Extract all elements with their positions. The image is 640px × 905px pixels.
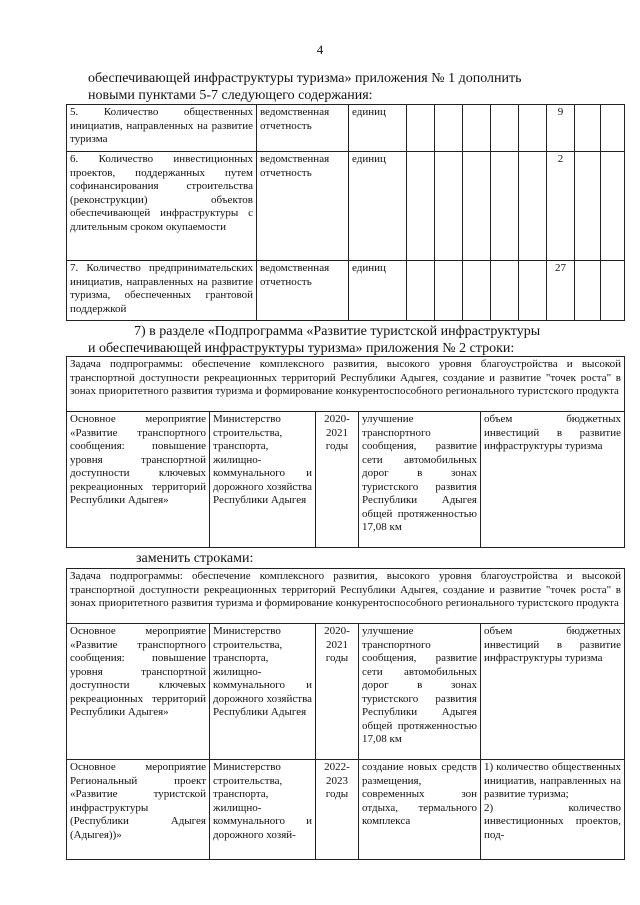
section-7-line-1: 7) в разделе «Подпрограмма «Развитие туристской инфраструктуры [134,324,541,339]
table-row [67,357,625,412]
event-cell: Основное мероприятие «Развитие транспортного сообщения: повышение уровня транспортной доступности ключевых рекреационных территорий Республики Адыгея» [67,624,210,760]
old-rows-table [66,356,625,548]
table-row [67,760,625,860]
indicator-unit: единиц [349,152,407,261]
indicator-value: 9 [547,105,575,152]
indicator-value: 2 [547,152,575,261]
new-rows-table [66,568,625,860]
table-row [67,412,625,548]
page-number: 4 [316,42,324,57]
indicator-unit: единиц [349,105,407,152]
intro-line-1: обеспечивающей инфраструктуры туризма» приложения № 1 дополнить [88,71,522,86]
indicator-cell: объем бюджетных инвестиций в развитие инфраструктуры туризма [481,624,625,760]
indicator-source: ведомственная отчетность [257,105,349,152]
replace-label: заменить строками: [136,551,254,566]
table-row [67,152,625,261]
ministry-cell: Министерство строительства, транспорта, жилищно-коммунального и дорожного хозяй- [210,760,316,860]
indicator-name: 5. Количество общественных инициатив, направленных на развитие туризма [67,105,257,152]
task-cell: Задача подпрограммы: обеспечение комплексного развития, высокого уровня благоустройства и высокой транспортной доступности рекреационных территорий Республики Адыгея, создание и развитие "точек роста" в зонах приоритетного развития туризма и формирование конкурентоспособного регионального туристского продукта [67,357,625,412]
section-7-line-2: и обеспечивающей инфраструктуры туризма» приложения № 2 строки: [88,341,515,356]
indicator-unit: единиц [349,261,407,321]
indicator-source: ведомственная отчетность [257,152,349,261]
years-cell: 2020-2021 годы [316,624,359,760]
table-row [67,105,625,152]
indicator-name: 7. Количество предпринимательских инициатив, направленных на развитие туризма, обеспеченных грантовой поддержкой [67,261,257,321]
indicator-item-1: 1) количество общественных инициатив, направленных на развитие туризма; [484,761,621,800]
intro-line-2: новыми пунктами 5-7 следующего содержания: [88,88,373,103]
event-cell: Основное мероприятие Региональный проект «Развитие туристской инфраструктуры (Республики Адыгея (Адыгея))» [67,760,210,860]
result-cell: улучшение транспортного сообщения, развитие сети автомобильных дорог в зонах туристского развития Республики Адыгея общей протяженностью 17,08 км [359,412,481,548]
indicator-source: ведомственная отчетность [257,261,349,321]
ministry-cell: Министерство строительства, транспорта, жилищно-коммунального и дорожного хозяйства Республики Адыгея [210,412,316,548]
table-row [67,624,625,760]
indicators-table [66,104,625,321]
indicator-name: 6. Количество инвестиционных проектов, поддержанных путем софинансирования строительства (реконструкции) объектов обеспечивающей инфраструктуры с длительным сроком окупаемости [67,152,257,261]
indicator-item-2: 2) количество инвестиционных проектов, под- [484,801,621,841]
event-cell: Основное мероприятие «Развитие транспортного сообщения: повышение уровня транспортной доступности ключевых рекреационных территорий Республики Адыгея» [67,412,210,548]
table-row [67,261,625,321]
table-row [67,569,625,624]
indicator-cell [481,760,625,860]
ministry-cell: Министерство строительства, транспорта, жилищно-коммунального и дорожного хозяйства Республики Адыгея [210,624,316,760]
indicator-cell: объем бюджетных инвестиций в развитие инфраструктуры туризма [481,412,625,548]
task-cell: Задача подпрограммы: обеспечение комплексного развития, высокого уровня благоустройства и высокой транспортной доступности рекреационных территорий Республики Адыгея, создание и развитие "точек роста" в зонах приоритетного развития туризма и формирование конкурентоспособного регионального туристского продукта [67,569,625,624]
years-cell: 2020-2021 годы [316,412,359,548]
indicator-value: 27 [547,261,575,321]
result-cell: создание новых средств размещения, современных зон отдыха, термального комплекса [359,760,481,860]
years-cell: 2022-2023 годы [316,760,359,860]
result-cell: улучшение транспортного сообщения, развитие сети автомобильных дорог в зонах туристского развития Республики Адыгея общей протяженностью 17,08 км [359,624,481,760]
